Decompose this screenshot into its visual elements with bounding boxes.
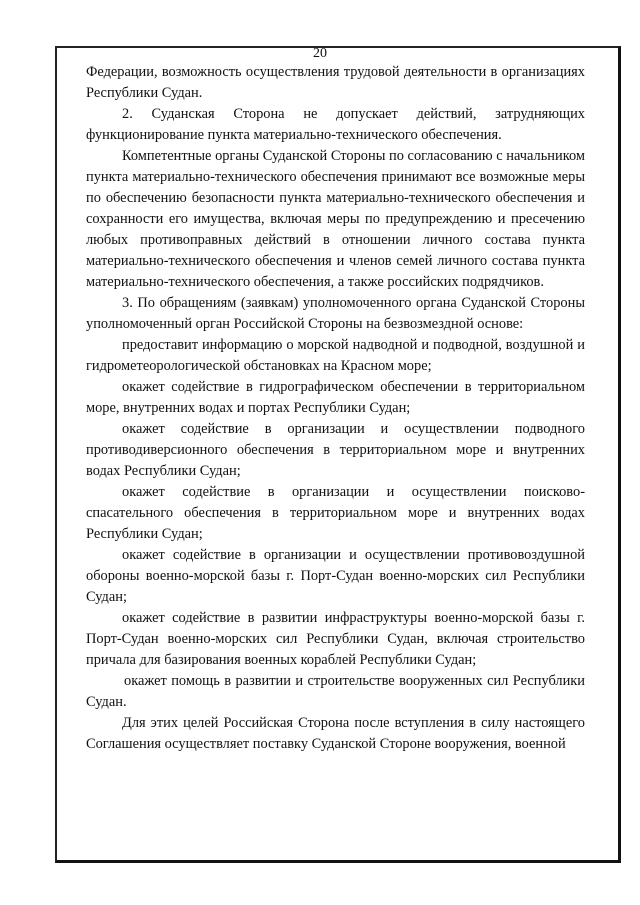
list-item-search-rescue: окажет содействие в организации и осуществлении поисково-спасательного обеспечения в территориальном море и внутренних водах Республики Судан; xyxy=(86,484,585,542)
paragraph-3: 3. По обращениям (заявкам) уполномоченного органа Суданской Стороны уполномоченный орган Российской Стороны на безвозмездной основе: xyxy=(86,295,585,332)
list-item-information: предоставит информацию о морской надводной и подводной, воздушной и гидрометеорологической обстановках на Красном море; xyxy=(86,337,585,374)
list-item-armed-forces: окажет помощь в развитии и строительстве вооруженных сил Республики Судан. xyxy=(86,673,585,710)
paragraph-2: 2. Суданская Сторона не допускает действий, затрудняющих функционирование пункта материально-технического обеспечения. xyxy=(86,106,585,143)
page-number: 20 xyxy=(313,46,327,61)
list-item-hydrographic: окажет содействие в гидрографическом обеспечении в территориальном море, внутренних водах и портах Республики Судан; xyxy=(86,379,585,416)
list-item-infrastructure: окажет содействие в развитии инфраструктуры военно-морской базы г. Порт-Судан военно-морских сил Республики Судан, включая строительство причала для базирования военных кораблей Республики Судан; xyxy=(86,610,585,668)
list-item-anti-sabotage: окажет содействие в организации и осуществлении подводного противодиверсионного обеспечения в территориальном море и внутренних водах Республики Судан; xyxy=(86,421,585,479)
paragraph-continuation: Федерации, возможность осуществления трудовой деятельности в организациях Республики Судан. xyxy=(86,64,585,101)
list-item-air-defense: окажет содействие в организации и осуществлении противовоздушной обороны военно-морской базы г. Порт-Судан военно-морских сил Республики Судан; xyxy=(86,547,585,605)
paragraph-supply: Для этих целей Российская Сторона после вступления в силу настоящего Соглашения осуществляет поставку Суданской Стороне вооружения, военной xyxy=(86,715,585,752)
document-body xyxy=(86,62,585,755)
paragraph-competent-authorities: Компетентные органы Суданской Стороны по согласованию с начальником пункта материально-технического обеспечения принимают все возможные меры по обеспечению безопасности пункта материально-технического обеспечения и сохранности его имущества, включая меры по предупреждению и пресечению любых противоправных действий в отношении личного состава пункта материально-технического обеспечения и членов семей личного состава пункта материально-технического обеспечения, а также российских подрядчиков. xyxy=(86,148,585,290)
